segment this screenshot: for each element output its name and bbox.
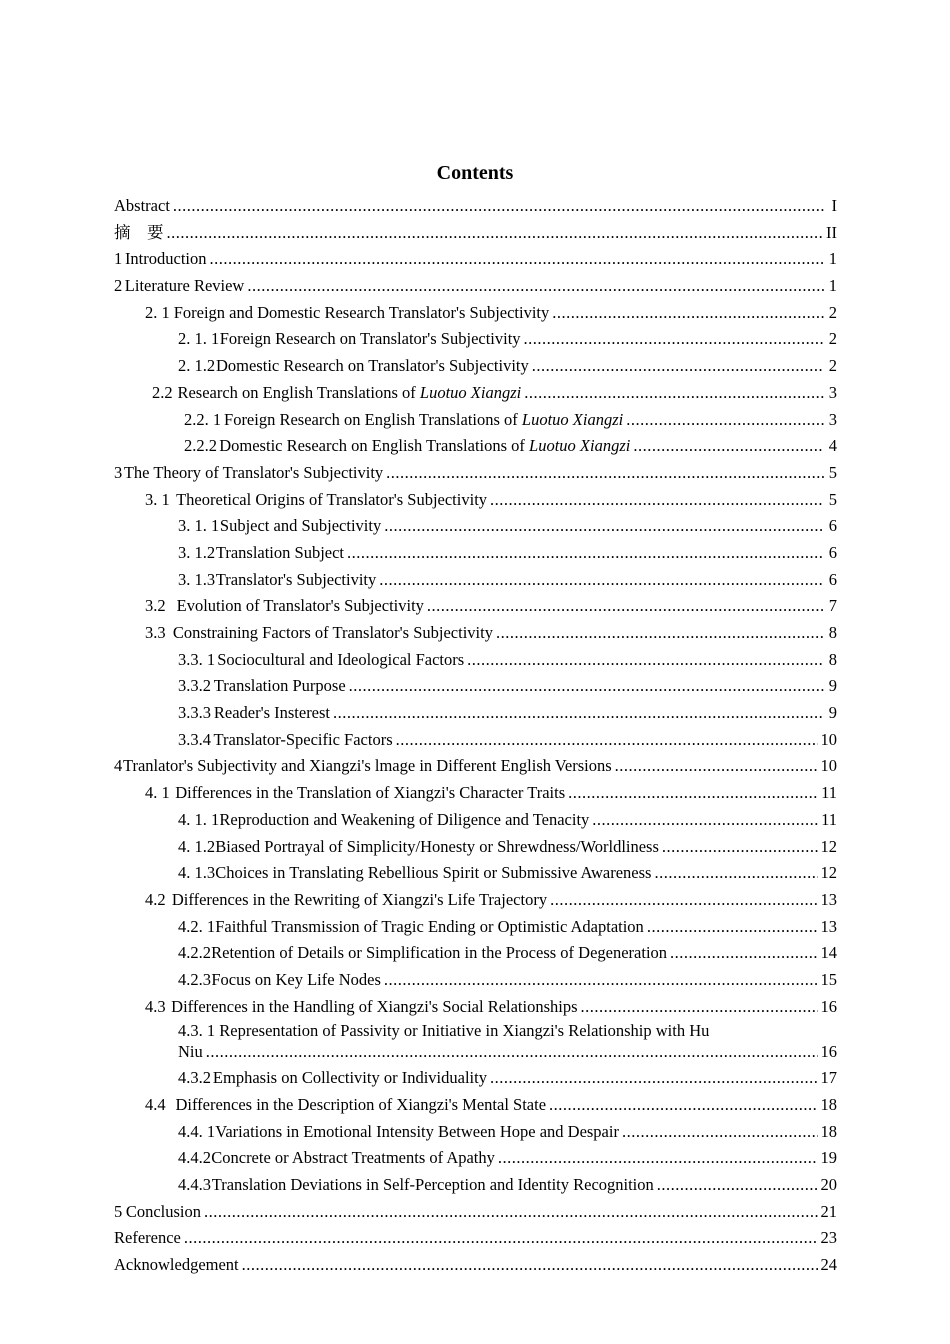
table-of-contents [114,193,837,1279]
toc-entry-3-1-3[interactable] [114,567,837,594]
leader-dots [379,567,824,594]
toc-entry-number: 4.4 [145,1095,166,1114]
toc-entry-text: Literature Review [124,276,245,296]
toc-entry-page: 12 [820,836,837,856]
toc-entry-page: 6 [828,569,837,589]
toc-entry-4-1[interactable] [114,780,837,807]
toc-entry-page: 6 [828,542,837,562]
toc-entry-4-2[interactable] [114,887,837,914]
toc-entry-page: 11 [821,809,837,829]
leader-dots [384,513,824,540]
leader-dots [552,300,824,327]
toc-entry-number: 3.3.4 [178,729,211,749]
toc-entry-page: 2 [828,356,837,376]
toc-entry-number: 4. 1 [145,783,170,803]
toc-entry-number: 3. 1.2 [178,542,216,562]
toc-entry-3[interactable] [114,460,837,487]
toc-entry-page: 5 [828,489,837,509]
toc-entry-3-3-1[interactable] [114,647,837,674]
toc-entry-page: 4 [828,436,837,456]
toc-entry-page: 11 [821,783,837,803]
toc-entry-text: Biased Portrayal of Simplicity/Honesty or Shrewdness/Worldliness [215,836,659,856]
toc-entry-page: 24 [820,1255,837,1275]
toc-entry-page: I [831,196,837,215]
toc-entry-text: Evolution of Translator's Subjectivity [176,596,424,616]
toc-entry-number: 3.2 [145,596,166,616]
toc-entry-page: 10 [820,729,837,749]
leader-dots [167,220,824,247]
toc-entry-number: 4.2.2 [178,943,211,963]
toc-entry-number: 3. 1. 1 [178,516,220,536]
toc-entry-acknowledgement[interactable] [114,1252,837,1279]
toc-entry-number: 4.4.2 [178,1148,211,1168]
toc-entry-text: Tranlator's Subjectivity and Xiangzi's lmage in Different English Versions [122,756,612,776]
leader-dots [247,273,824,300]
toc-entry-4-4-1[interactable] [114,1119,837,1146]
book-title: Luotuo Xiangzi [529,436,631,456]
toc-entry-number: 4. 1. 1 [178,809,220,829]
toc-entry-text: Translator-Specific Factors [213,729,393,749]
toc-entry-text: Differences in the Handling of Xiangzi's Social Relationships [171,996,578,1016]
leader-dots [210,246,824,273]
toc-entry-2-1[interactable] [114,300,837,327]
toc-entry-text: Translator's Subjectivity [215,569,377,589]
toc-entry-page: 9 [828,703,837,723]
leader-dots [184,1225,818,1252]
toc-entry-page: 6 [828,516,837,536]
book-title: Luotuo Xiangzi [419,382,522,402]
toc-entry-number: 2. 1.2 [178,356,216,376]
toc-entry-text: Sociocultural and Ideological Factors [217,649,465,669]
toc-entry-4-4-3[interactable] [114,1172,837,1199]
toc-entry-number: 3.3.3 [178,703,211,723]
toc-entry-text: Subject and Subjectivity [219,516,382,536]
toc-entry-text: Research on English Translations of Luotuo Xiangzi [177,382,522,402]
toc-entry-5[interactable] [114,1199,837,1226]
toc-entry-text: Representation of Passivity or Initiative in Xiangzi's Relationship with Hu [219,1021,710,1041]
toc-entry-text: Introduction [124,249,207,269]
toc-entry-text: Retention of Details or Simplification in the Process of Degeneration [211,943,668,963]
toc-entry-text: Domestic Research on English Translations of Luotuo Xiangzi [219,436,631,456]
toc-entry-text: Abstract [114,196,170,215]
toc-entry-number: 3. 1 [145,489,170,509]
leader-dots [670,940,817,967]
toc-entry-number: 2 [114,276,123,296]
toc-entry-4-3[interactable] [114,994,837,1021]
leader-dots [490,1065,818,1092]
leader-dots [615,753,818,780]
leader-dots [490,487,824,514]
leader-dots [657,1172,818,1199]
toc-entry-number: 2.2. 1 [184,409,222,429]
leader-dots [549,1092,817,1119]
toc-entry-4-3-2[interactable] [114,1065,837,1092]
toc-entry-text: Differences in the Translation of Xiangzi's Character Traits [175,783,566,803]
toc-entry-page: 13 [820,916,837,936]
leader-dots [550,887,817,914]
toc-entry-2[interactable] [114,273,837,300]
toc-entry-1[interactable] [114,246,837,273]
toc-entry-4[interactable] [114,753,837,780]
toc-entry-reference[interactable] [114,1225,837,1252]
toc-entry-number: 4.3 [145,996,166,1016]
page-title: Contents [436,162,514,184]
toc-entry-3-3[interactable] [114,620,837,647]
toc-entry-page: 16 [820,996,837,1016]
toc-entry-text: Faithful Transmission of Tragic Ending or Optimistic Adaptation [215,916,644,936]
toc-entry-number: 4 [114,756,123,776]
toc-entry-text: Acknowledgement [114,1255,239,1275]
toc-entry-4-2-3[interactable] [114,967,837,994]
toc-entry-4-4[interactable] [114,1092,837,1119]
toc-entry-3-3-3[interactable] [114,700,837,727]
toc-entry-text: Foreign and Domestic Research Translator's Subjectivity [173,302,550,322]
toc-entry-number: 4.3. 1 [178,1021,216,1041]
toc-entry-2-2-1[interactable] [114,407,837,434]
toc-entry-text: The Theory of Translator's Subjectivity [123,462,384,482]
toc-entry-abstract[interactable] [114,193,837,220]
toc-entry-page: II [826,222,837,242]
toc-entry-text: 摘 要 [114,222,164,242]
toc-entry-number: 4.2 [145,889,166,909]
leader-dots [532,353,824,380]
leader-dots [206,1042,818,1062]
toc-entry-page: 3 [828,409,837,429]
toc-entry-text-continued: Niu [178,1042,203,1062]
toc-entry-4-1-1[interactable] [114,807,837,834]
toc-entry-page: 23 [820,1228,837,1248]
toc-entry-page: 14 [820,943,837,963]
toc-entry-number: 3.3. 1 [178,649,216,669]
toc-entry-text: Theoretical Origins of Translator's Subjectivity [176,489,488,509]
leader-dots [427,593,824,620]
toc-entry-page: 9 [828,676,837,696]
toc-entry-number: 2. 1 [145,302,170,322]
toc-entry-page: 21 [820,1201,837,1221]
toc-entry-number: 2.2 [152,382,173,402]
toc-entry-text: Foreign Research on Translator's Subjectivity [219,329,521,349]
leader-dots [242,1252,818,1279]
toc-entry-text: Reader's Insterest [213,703,331,723]
toc-entry-text: Concrete or Abstract Treatments of Apathy [211,1148,495,1168]
toc-entry-3-1-1[interactable] [114,513,837,540]
toc-entry-2-2-2[interactable] [114,433,837,460]
toc-entry-number: 3 [114,462,123,482]
leader-dots [498,1145,818,1172]
leader-dots [204,1199,818,1226]
toc-entry-2-1-1[interactable] [114,326,837,353]
toc-entry-text: Choices in Translating Rebellious Spirit or Submissive Awareness [215,863,652,883]
toc-entry-page: 17 [820,1068,837,1088]
toc-entry-text: Domestic Research on Translator's Subjectivity [215,356,529,376]
toc-entry-number: 4.3.2 [178,1068,211,1088]
leader-dots [647,914,818,941]
leader-dots [568,780,818,807]
toc-entry-4-1-2[interactable] [114,834,837,861]
leader-dots [396,727,818,754]
toc-entry-page: 18 [820,1095,837,1114]
toc-entry-text: Conclusion [125,1201,201,1221]
toc-entry-number: 4. 1.2 [178,836,216,856]
leader-dots [349,673,824,700]
toc-entry-3-1[interactable] [114,487,837,514]
leader-dots [524,326,824,353]
toc-entry-4-2-1[interactable] [114,914,837,941]
toc-entry-number: 1 [114,249,123,269]
leader-dots [592,807,818,834]
leader-dots [626,407,824,434]
leader-dots [581,994,818,1021]
toc-entry-text: Variations in Emotional Intensity Between Hope and Despair [215,1121,619,1141]
toc-entry-4-4-2[interactable] [114,1145,837,1172]
toc-entry-2-1-2[interactable] [114,353,837,380]
toc-entry-number: 4.2.3 [178,969,211,989]
toc-entry-text: Differences in the Description of Xiangzi's Mental State [175,1095,547,1114]
toc-entry-page: 1 [828,276,837,296]
toc-entry-page: 19 [820,1148,837,1168]
toc-entry-page: 20 [820,1175,837,1195]
toc-entry-3-1-2[interactable] [114,540,837,567]
leader-dots [333,700,824,727]
toc-entry-page: 16 [820,1042,837,1062]
toc-entry-2-2[interactable] [114,380,837,407]
toc-entry-3-3-2[interactable] [114,673,837,700]
leader-dots [633,433,824,460]
toc-entry-4-2-2[interactable] [114,940,837,967]
toc-entry-number: 4.2. 1 [178,916,216,936]
toc-entry-text: Translation Deviations in Self-Perception and Identity Recognition [211,1175,654,1195]
toc-entry-chinese-abstract[interactable] [114,220,837,247]
toc-entry-number: 3. 1.3 [178,569,216,589]
toc-entry-number: 4. 1.3 [178,863,216,883]
leader-dots [467,647,824,674]
toc-entry-number: 4.4. 1 [178,1121,216,1141]
book-title: Luotuo Xiangzi [521,409,624,429]
leader-dots [662,834,818,861]
toc-entry-page: 15 [820,969,837,989]
toc-entry-text: Translation Purpose [213,676,346,696]
toc-entry-text: Focus on Key Life Nodes [211,969,381,989]
leader-dots [347,540,824,567]
toc-entry-3-2[interactable] [114,593,837,620]
toc-entry-4-3-1[interactable] [114,1020,837,1065]
toc-entry-page: 8 [828,649,837,669]
toc-entry-number: 4.4.3 [178,1175,211,1195]
leader-dots [496,620,824,647]
toc-entry-page: 10 [820,756,837,776]
toc-entry-page: 8 [828,623,837,642]
toc-entry-4-1-3[interactable] [114,860,837,887]
toc-entry-page: 18 [820,1121,837,1141]
toc-entry-text: Translation Subject [215,542,345,562]
toc-entry-number: 5 [114,1201,123,1221]
leader-dots [384,967,818,994]
toc-entry-3-3-4[interactable] [114,727,837,754]
leader-dots [173,193,824,220]
toc-entry-text: Reproduction and Weakening of Diligence and Tenacity [219,809,590,829]
toc-entry-page: 2 [828,329,837,349]
toc-entry-text: Emphasis on Collectivity or Individuality [212,1068,487,1088]
toc-entry-number: 2. 1. 1 [178,329,220,349]
toc-entry-page: 3 [828,382,837,402]
leader-dots [386,460,824,487]
leader-dots [654,860,817,887]
toc-entry-text: Constraining Factors of Translator's Subjectivity [172,623,493,642]
toc-entry-page: 7 [828,596,837,616]
toc-entry-page: 12 [820,863,837,883]
leader-dots [622,1119,818,1146]
toc-entry-text: Foreign Research on English Translations of Luotuo Xiangzi [224,409,624,429]
toc-entry-text: Differences in the Rewriting of Xiangzi's Life Trajectory [171,889,548,909]
toc-entry-page: 2 [828,302,837,322]
toc-entry-page: 5 [828,462,837,482]
toc-entry-page: 1 [828,249,837,269]
toc-entry-text: Reference [114,1228,181,1248]
toc-entry-number: 3.3.2 [178,676,211,696]
leader-dots [524,380,824,407]
toc-entry-number: 3.3 [145,623,166,642]
toc-entry-number: 2.2.2 [184,436,217,456]
toc-entry-page: 13 [820,889,837,909]
